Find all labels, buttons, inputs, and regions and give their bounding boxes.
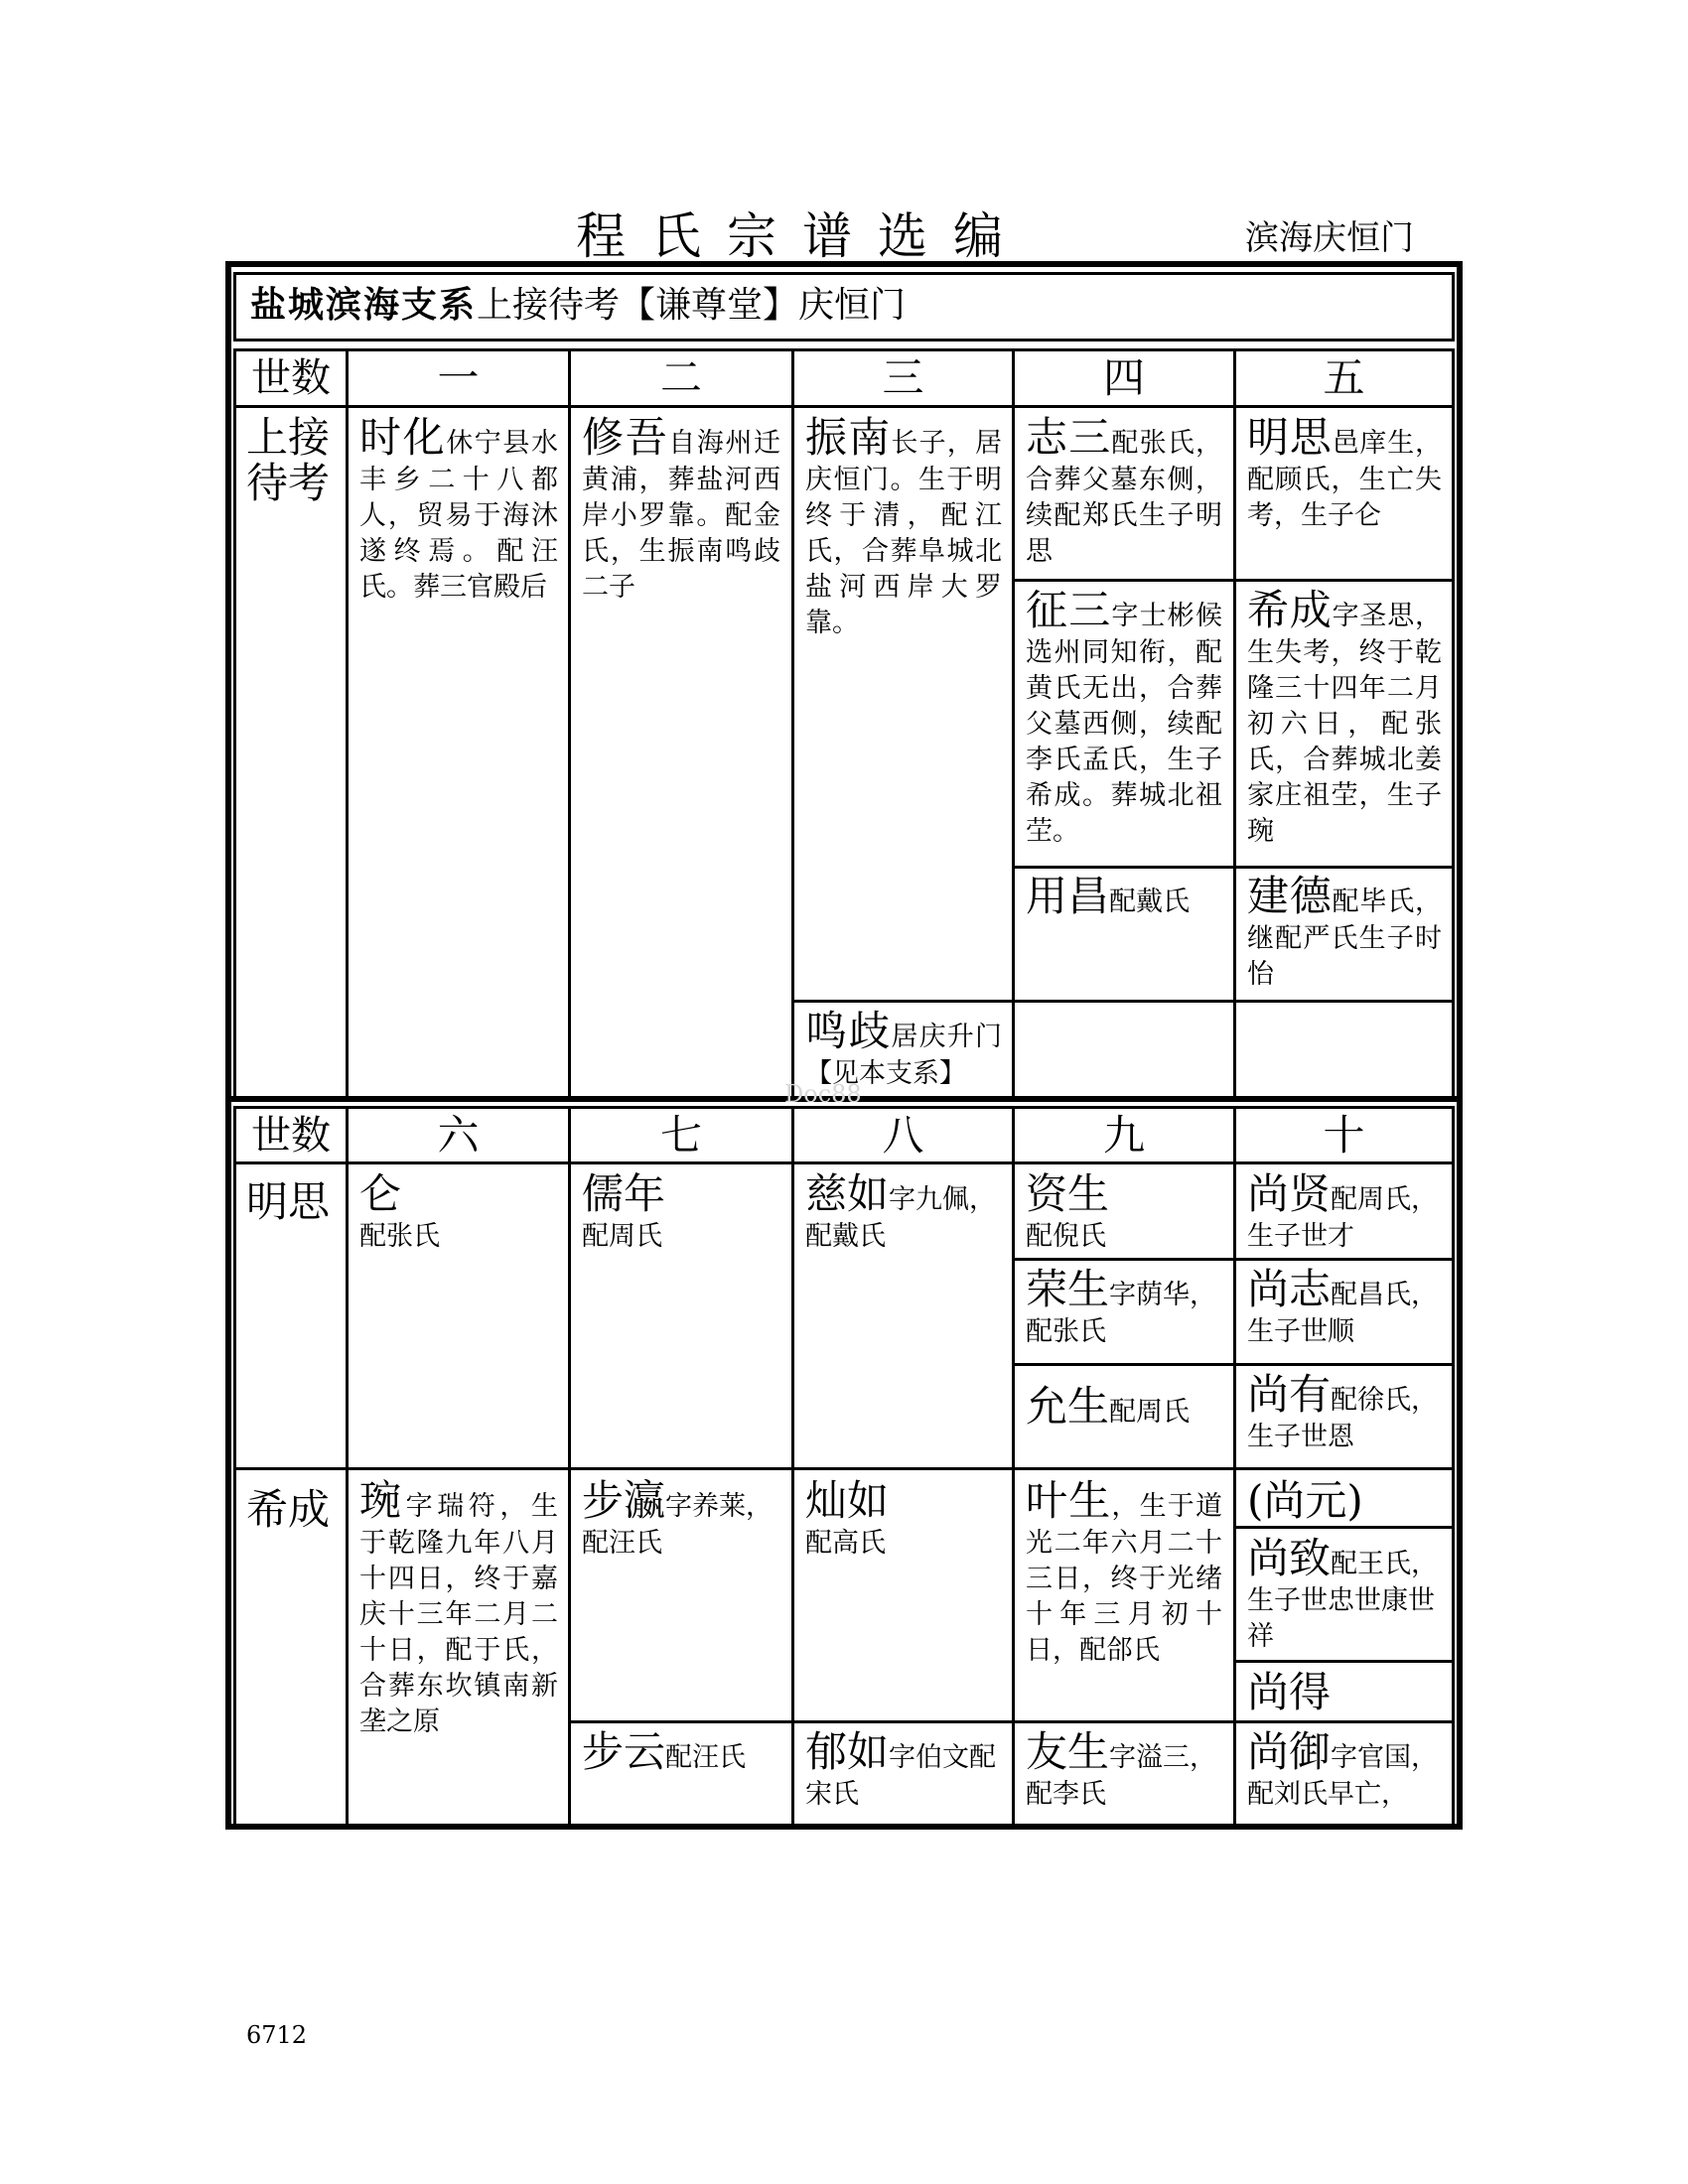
entry-note: 配倪氏	[1026, 1221, 1106, 1252]
entry-note: 配张氏，合葬父墓东侧，续配郑氏生子明思	[1026, 428, 1222, 567]
person-name: 仑	[359, 1169, 402, 1218]
person-name: 希成	[1247, 586, 1333, 634]
person-name: 尚致	[1247, 1534, 1332, 1582]
genealogy-entry	[1026, 872, 1222, 921]
person-name: 时化	[359, 413, 447, 462]
genealogy-entry	[1247, 1668, 1442, 1717]
rule	[1012, 348, 1015, 1096]
person-name: 尚贤	[1247, 1169, 1332, 1218]
section-heading	[233, 272, 1455, 341]
page-title: 程氏宗谱选编	[576, 207, 1029, 265]
genealogy-entry	[805, 1169, 1002, 1255]
entry-note: 字伯文配宋氏	[805, 1742, 997, 1810]
genealogy-entry	[1026, 586, 1222, 850]
row-label: 上接待考	[246, 413, 331, 507]
rule	[233, 348, 236, 1096]
person-name: 荣生	[1026, 1265, 1110, 1313]
generation-header: 十	[1323, 1111, 1365, 1160]
entry-note: 配徐氏，生子世恩	[1247, 1385, 1439, 1452]
person-name: 叶生	[1026, 1476, 1112, 1525]
genealogy-entry	[1026, 1169, 1222, 1255]
rule	[1233, 1106, 1236, 1824]
entry-note: 配周氏	[1109, 1397, 1191, 1428]
person-name: 明思	[1247, 413, 1333, 462]
entry-note: 字圣思，生失考，终于乾隆三十四年二月初六日，配张氏，合葬城北姜家庄祖茔，生子琬	[1247, 601, 1442, 847]
genealogy-entry	[805, 413, 1002, 641]
rule	[568, 348, 571, 1096]
genealogy-entry	[1247, 1727, 1442, 1813]
genealogy-entry	[1026, 413, 1222, 570]
rule	[1012, 1106, 1015, 1824]
person-name: 修吾	[582, 413, 669, 462]
generation-header: 二	[659, 353, 702, 402]
genealogy-entry	[1247, 1534, 1442, 1655]
person-name: 步瀛	[582, 1476, 666, 1525]
genealogy-entry	[582, 1727, 780, 1777]
rule	[346, 348, 349, 1096]
entry-note: 配昌氏，生子世顺	[1247, 1280, 1439, 1347]
person-name: 慈如	[805, 1169, 890, 1218]
genealogy-entry	[1247, 586, 1442, 850]
entry-note: 字官国，配刘氏早亡，	[1247, 1742, 1439, 1810]
rule	[346, 1106, 349, 1824]
genealogy-entry	[582, 1169, 780, 1255]
person-name: 鸣歧	[805, 1007, 892, 1055]
branch-lineage: 上接待考【谦尊堂】庆恒门	[477, 285, 907, 326]
generation-header: 九	[1102, 1111, 1145, 1160]
generation-header: 三	[882, 353, 924, 402]
person-name: 征三	[1026, 586, 1112, 634]
entry-note: 休宁县水丰乡二十八都人，贸易于海沐遂终焉。配汪氏。葬三官殿后	[359, 428, 558, 603]
generation-label-header: 世数	[251, 1113, 331, 1159]
genealogy-entry	[1026, 1382, 1222, 1432]
rule	[791, 1000, 1455, 1003]
generation-header: 五	[1323, 353, 1365, 402]
rule	[791, 1106, 794, 1824]
entry-note: 邑庠生，配顾氏，生亡失考，生子仑	[1247, 428, 1442, 531]
generation-header: 一	[437, 353, 480, 402]
rule	[791, 348, 794, 1096]
rule	[1452, 1106, 1455, 1824]
row-label: 希成	[246, 1485, 331, 1534]
person-name: 琬	[359, 1476, 406, 1525]
row-label: 明思	[246, 1177, 331, 1226]
rule	[233, 1106, 236, 1824]
entry-note: 居庆升门【见本支系】	[805, 1022, 1002, 1089]
genealogy-entry	[1247, 1169, 1442, 1255]
person-name: 友生	[1026, 1727, 1110, 1776]
genealogy-entry	[1026, 1727, 1222, 1813]
entry-note: 字九佩，配戴氏	[805, 1184, 997, 1252]
entry-note: 长子，居庆恒门。生于明终于清，配江氏，合葬阜城北盐河西岸大罗靠。	[805, 428, 1002, 638]
branch-name: 盐城滨海支系	[250, 284, 478, 326]
person-name: 志三	[1026, 413, 1112, 462]
entry-note: 配汪氏	[665, 1742, 747, 1773]
person-name: 资生	[1026, 1169, 1110, 1218]
rule	[1452, 348, 1455, 1096]
genealogy-entry	[359, 1169, 558, 1255]
genealogy-entry	[359, 1476, 558, 1740]
entry-note: 字养莱，配汪氏	[582, 1491, 774, 1559]
entry-note: 配高氏	[805, 1528, 886, 1559]
entry-note: ，生于道光二年六月二十三日，终于光绪十年三月初十日，配郃氏	[1026, 1491, 1222, 1666]
person-name: 尚志	[1247, 1265, 1332, 1313]
genealogy-entry	[1247, 1476, 1442, 1526]
rule	[1233, 1660, 1455, 1663]
person-name: 步云	[582, 1727, 666, 1776]
person-name: (尚元)	[1247, 1476, 1363, 1525]
entry-note: 配周氏，生子世才	[1247, 1184, 1439, 1252]
person-name: 尚得	[1247, 1668, 1332, 1716]
generation-label-header: 世数	[251, 355, 331, 401]
rule	[568, 1106, 571, 1824]
person-name: 振南	[805, 413, 892, 462]
person-name: 建德	[1247, 872, 1333, 920]
generation-header: 八	[882, 1111, 924, 1160]
entry-note: 字溢三，配李氏	[1026, 1742, 1217, 1810]
genealogy-entry	[359, 413, 558, 606]
entry-note: 字荫华，配张氏	[1026, 1280, 1217, 1347]
watermark: Doc88	[784, 1080, 862, 1108]
person-name: 儒年	[582, 1169, 666, 1218]
person-name: 灿如	[805, 1476, 890, 1525]
page-number: 6712	[246, 2021, 308, 2049]
genealogy-entry	[582, 1476, 780, 1562]
person-name: 尚御	[1247, 1727, 1332, 1776]
generation-header: 七	[659, 1111, 702, 1160]
entry-note: 配王氏，生子世忠世康世祥	[1247, 1549, 1439, 1652]
generation-header: 六	[437, 1111, 480, 1160]
person-name: 尚有	[1247, 1370, 1332, 1419]
rule	[1233, 348, 1236, 1096]
genealogy-entry	[582, 413, 780, 606]
entry-note: 配周氏	[582, 1221, 662, 1252]
genealogy-entry	[805, 1476, 1002, 1562]
person-name: 允生	[1026, 1382, 1110, 1431]
genealogy-entry	[1247, 872, 1442, 993]
page-subtitle: 滨海庆恒门	[1245, 218, 1414, 258]
entry-note: 字士彬候选州同知衔，配黄氏无出，合葬父墓西侧，续配李氏孟氏，生子希成。葬城北祖茔。	[1026, 601, 1222, 847]
person-name: 郁如	[805, 1727, 890, 1776]
generation-header: 四	[1102, 353, 1145, 402]
entry-note: 配张氏	[359, 1221, 440, 1252]
entry-note: 配戴氏	[1109, 887, 1191, 917]
genealogy-entry	[1247, 413, 1442, 534]
rule	[1233, 1526, 1455, 1529]
genealogy-entry	[1247, 1265, 1442, 1350]
entry-note: 字瑞符，生于乾隆九年八月十四日，终于嘉庆十三年二月二十日，配于氏，合葬东坎镇南新垄之原	[359, 1491, 558, 1737]
genealogy-entry	[805, 1727, 1002, 1813]
genealogy-entry	[1026, 1265, 1222, 1350]
entry-note: 配毕氏，继配严氏生子时怡	[1247, 887, 1442, 990]
entry-note: 自海州迁黄浦，葬盐河西岸小罗靠。配金氏，生振南鸣歧二子	[582, 428, 780, 603]
genealogy-entry	[1026, 1476, 1222, 1669]
genealogy-entry	[1247, 1370, 1442, 1455]
rule	[233, 1467, 1455, 1470]
person-name: 用昌	[1026, 872, 1110, 920]
